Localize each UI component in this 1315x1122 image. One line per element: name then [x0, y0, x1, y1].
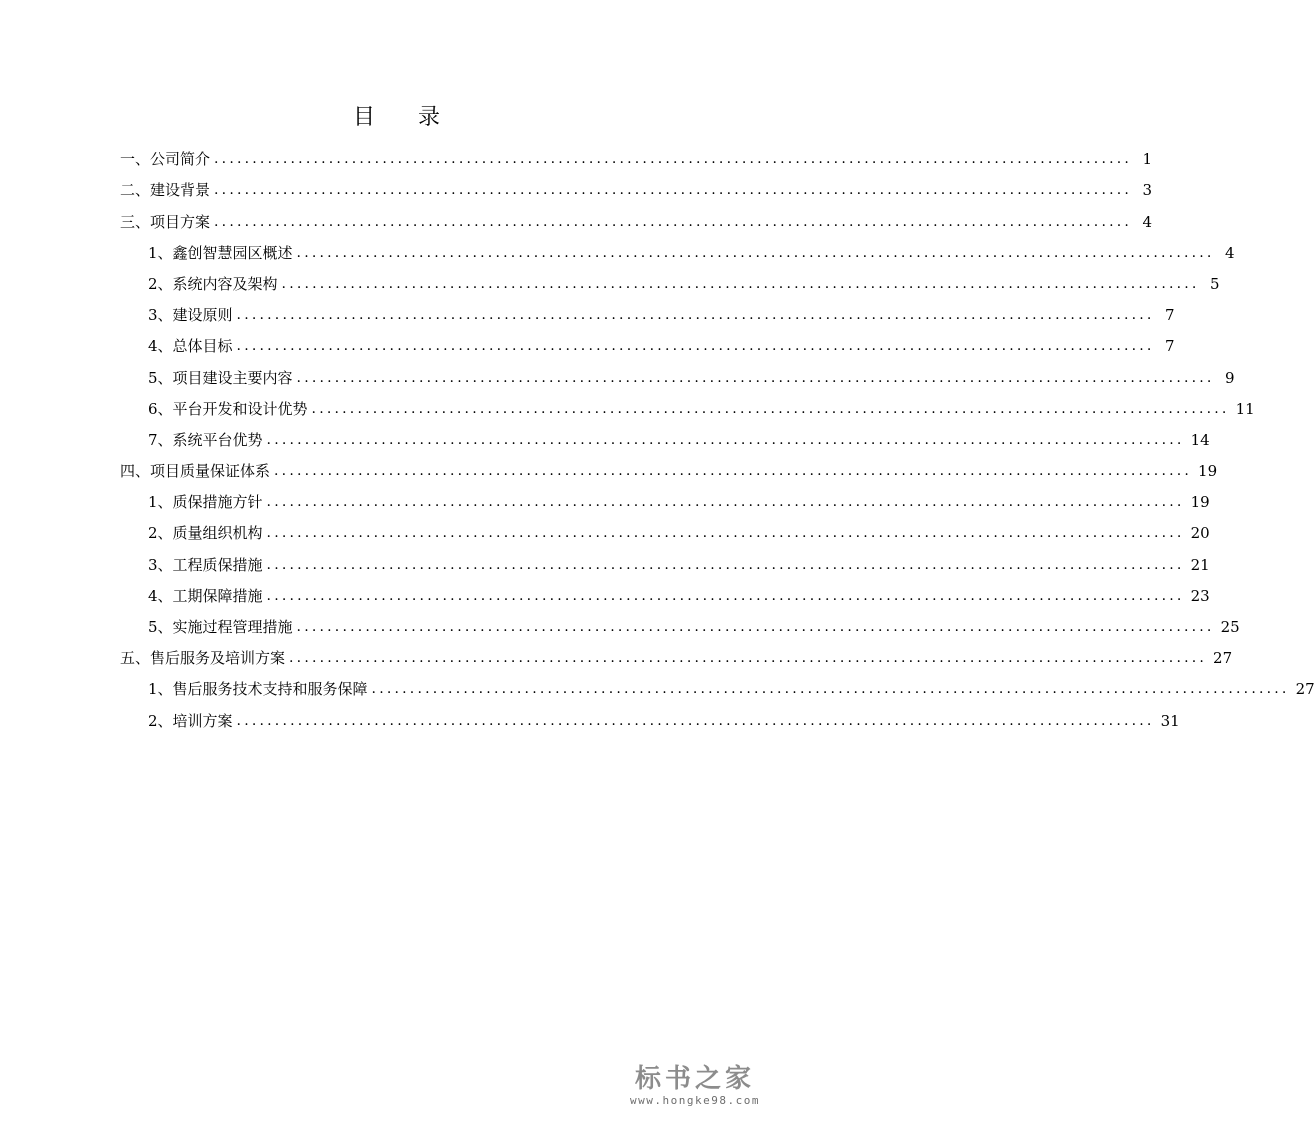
toc-dot-leader: ........................................................................................................................ [274, 463, 1193, 480]
toc-entry-page: 7 [1165, 306, 1175, 325]
toc-entry-page: 21 [1190, 555, 1210, 574]
toc-entry[interactable] [120, 578, 1210, 609]
toc-entry-page: 9 [1225, 368, 1235, 387]
toc-entry-label: 5、项目建设主要内容 [148, 368, 293, 387]
toc-entry-page: 27 [1213, 649, 1233, 668]
table-of-contents [120, 141, 1315, 734]
toc-dot-leader: ........................................................................................................................ [236, 338, 1155, 355]
toc-dot-leader: ........................................................................................................................ [289, 650, 1208, 667]
toc-entry-label: 3、工程质保措施 [148, 555, 263, 574]
toc-entry-label: 4、工期保障措施 [148, 586, 263, 605]
toc-dot-leader: ........................................................................................................................ [296, 369, 1215, 386]
toc-entry[interactable] [120, 515, 1210, 546]
toc-entry-page: 27 [1295, 680, 1315, 699]
toc-entry-label: 7、系统平台优势 [148, 430, 263, 449]
toc-entry-page: 3 [1142, 181, 1153, 200]
toc-entry[interactable] [120, 297, 1175, 328]
toc-entry-label: 二、建设背景 [120, 181, 211, 200]
toc-entry[interactable] [120, 266, 1220, 297]
toc-entry-page: 14 [1190, 430, 1210, 449]
toc-dot-leader: ........................................................................................................................ [311, 400, 1230, 417]
toc-entry-page: 11 [1235, 399, 1255, 418]
toc-dot-leader: ........................................................................................................................ [214, 151, 1133, 168]
toc-entry-label: 1、鑫创智慧园区概述 [148, 243, 293, 262]
watermark-logo-text: 标书之家 [634, 1064, 755, 1094]
toc-dot-leader: ........................................................................................................................ [236, 712, 1155, 729]
toc-entry[interactable] [120, 391, 1255, 422]
toc-entry-label: 2、培训方案 [148, 711, 233, 730]
toc-entry-label: 6、平台开发和设计优势 [148, 399, 308, 418]
toc-entry[interactable] [120, 702, 1180, 733]
toc-dot-leader: ........................................................................................................................ [266, 431, 1185, 448]
toc-entry[interactable] [120, 484, 1210, 515]
toc-dot-leader: ........................................................................................................................ [266, 587, 1185, 604]
toc-entry[interactable] [120, 141, 1153, 172]
toc-entry-page: 5 [1210, 274, 1220, 293]
toc-entry-label: 四、项目质量保证体系 [120, 462, 271, 481]
toc-dot-leader: ........................................................................................................................ [281, 275, 1200, 292]
toc-dot-leader: ........................................................................................................................ [236, 307, 1155, 324]
toc-entry[interactable] [120, 640, 1233, 671]
toc-entry-label: 4、总体目标 [148, 337, 233, 356]
toc-entry-label: 一、公司简介 [120, 150, 211, 169]
toc-entry-page: 4 [1142, 212, 1153, 231]
toc-dot-leader: ........................................................................................................................ [214, 213, 1133, 230]
toc-entry-label: 三、项目方案 [120, 212, 211, 231]
toc-entry-page: 19 [1198, 462, 1218, 481]
toc-dot-leader: ........................................................................................................................ [214, 182, 1133, 199]
toc-entry-page: 20 [1190, 524, 1210, 543]
watermark-url: www.hongke98.com [630, 1094, 760, 1107]
toc-entry-label: 2、质量组织机构 [148, 524, 263, 543]
toc-entry-page: 23 [1190, 586, 1210, 605]
watermark-logo [615, 1064, 775, 1108]
toc-entry[interactable] [120, 671, 1315, 702]
toc-entry[interactable] [120, 359, 1235, 390]
toc-entry[interactable] [120, 328, 1175, 359]
toc-dot-leader: ........................................................................................................................ [266, 494, 1185, 511]
toc-entry-label: 五、售后服务及培训方案 [120, 649, 286, 668]
toc-entry[interactable] [120, 546, 1210, 577]
toc-entry[interactable] [120, 609, 1240, 640]
toc-entry-page: 4 [1225, 243, 1235, 262]
toc-entry-label: 3、建设原则 [148, 306, 233, 325]
toc-entry-page: 19 [1190, 493, 1210, 512]
toc-entry[interactable] [120, 203, 1153, 234]
toc-title: 目 录 [353, 105, 458, 130]
toc-dot-leader: ........................................................................................................................ [266, 556, 1185, 573]
toc-entry-page: 7 [1165, 337, 1175, 356]
toc-dot-leader: ........................................................................................................................ [266, 525, 1185, 542]
toc-entry-page: 31 [1160, 711, 1180, 730]
toc-entry[interactable] [120, 172, 1153, 203]
toc-entry-page: 1 [1142, 150, 1153, 169]
toc-entry[interactable] [120, 235, 1235, 266]
toc-entry-label: 1、售后服务技术支持和服务保障 [148, 680, 368, 699]
toc-entry-page: 25 [1220, 618, 1240, 636]
toc-dot-leader: ........................................................................................................................ [296, 619, 1215, 635]
toc-dot-leader: ........................................................................................................................ [371, 681, 1290, 698]
toc-entry[interactable] [120, 422, 1210, 453]
toc-entry-label: 2、系统内容及架构 [148, 274, 278, 293]
toc-entry-label: 5、实施过程管理措施 [148, 618, 293, 636]
toc-entry-label: 1、质保措施方针 [148, 493, 263, 512]
toc-dot-leader: ........................................................................................................................ [296, 244, 1215, 261]
toc-entry[interactable] [120, 453, 1218, 484]
